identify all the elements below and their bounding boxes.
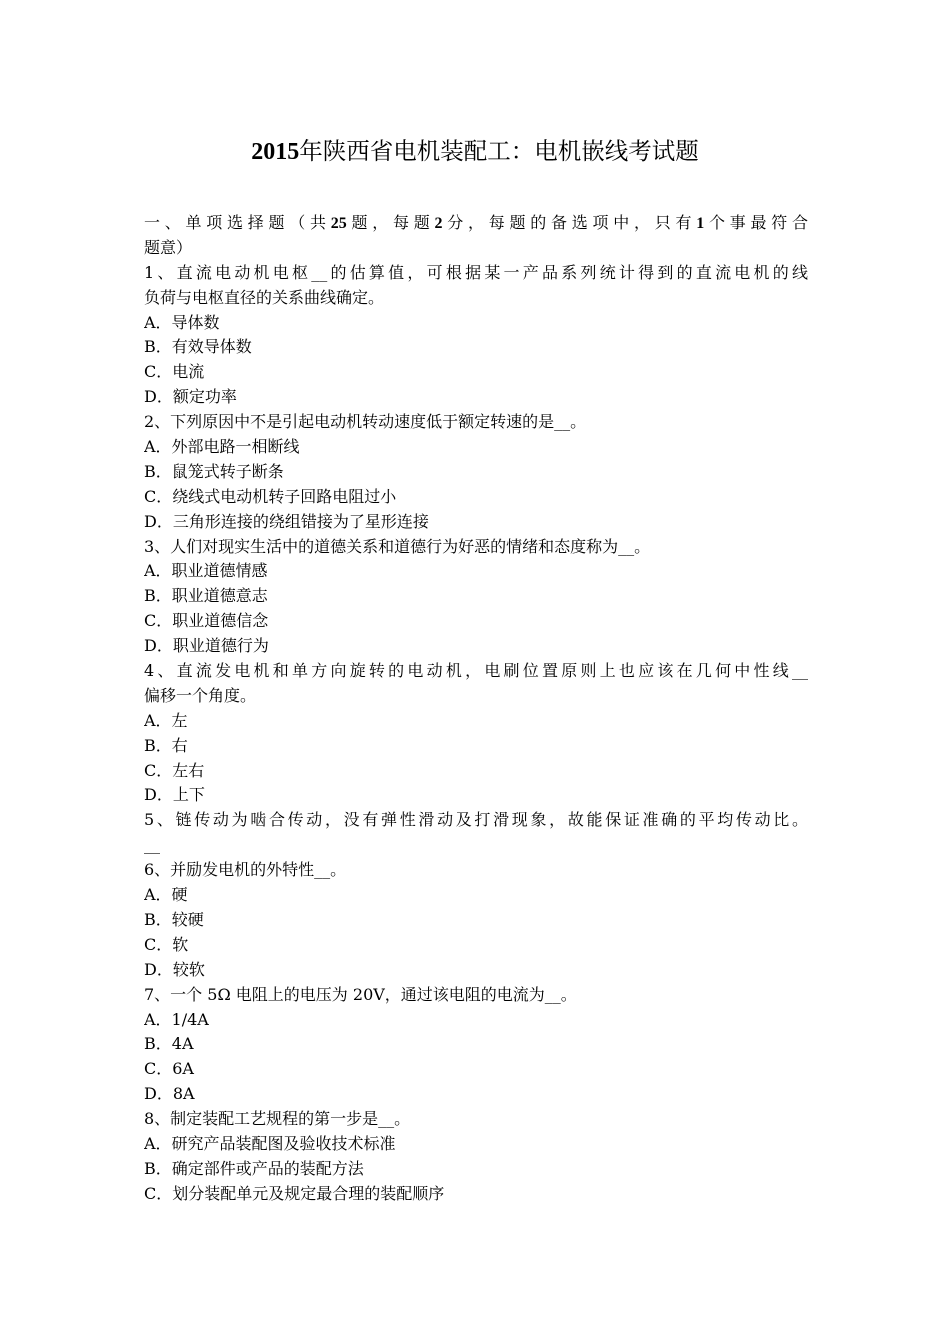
text-line: __ xyxy=(144,835,160,855)
answer-option: A．导体数 xyxy=(144,312,220,332)
answer-option: D．额定功率 xyxy=(144,387,237,407)
answer-option: B．职业道德意志 xyxy=(144,586,268,606)
answer-option: D．8A xyxy=(144,1084,195,1104)
answer-option: C．电流 xyxy=(144,362,205,382)
question-stem: 3、人们对现实生活中的道德关系和道德行为好恶的情绪和态度称为__。 xyxy=(144,536,651,556)
section-heading-text: 分，每题的备选项中，只有 xyxy=(442,213,697,232)
answer-option: D．三角形连接的绕组错接为了星形连接 xyxy=(144,511,429,531)
question-stem: 4、直流发电机和单方向旋转的电动机，电刷位置原则上也应该在几何中性线__ xyxy=(144,661,808,681)
answer-option: B．确定部件或产品的装配方法 xyxy=(144,1158,364,1178)
title-year: 2015 xyxy=(251,139,300,165)
question-stem: 6、并励发电机的外特性__。 xyxy=(144,860,347,880)
section-heading-continued: 题意） xyxy=(144,237,193,257)
question-stem: 2、下列原因中不是引起电动机转动速度低于额定转速的是__。 xyxy=(144,412,587,432)
answer-option: D．上下 xyxy=(144,785,205,805)
question-stem: 1、直流电动机电枢__的估算值，可根据某一产品系列统计得到的直流电机的线 xyxy=(144,262,808,282)
answer-option: B．右 xyxy=(144,735,188,755)
title-text: 年陕西省电机装配工：电机嵌线考试题 xyxy=(299,137,699,165)
answer-option: A．职业道德情感 xyxy=(144,561,268,581)
answer-option: D．职业道德行为 xyxy=(144,636,269,656)
question-count: 25 xyxy=(330,215,347,232)
text-line: 偏移一个角度。 xyxy=(144,685,257,705)
section-heading-text: 题，每题 xyxy=(346,213,435,232)
answer-option: A．研究产品装配图及验收技术标准 xyxy=(144,1133,396,1153)
answer-option: D．较软 xyxy=(144,959,205,979)
text-line: 负荷与电枢直径的关系曲线确定。 xyxy=(144,287,385,307)
question-stem: 5、链传动为啮合传动，没有弹性滑动及打滑现象，故能保证准确的平均传动比。 xyxy=(144,810,808,830)
answer-option: B．较硬 xyxy=(144,909,204,929)
question-stem: 7、一个 5Ω 电阻上的电压为 20V，通过该电阻的电流为__。 xyxy=(144,984,577,1004)
answer-option: C．绕线式电动机转子回路电阻过小 xyxy=(144,486,397,506)
answer-option: C．左右 xyxy=(144,760,205,780)
answer-option: C．划分装配单元及规定最合理的装配顺序 xyxy=(144,1183,445,1203)
question-stem: 8、制定装配工艺规程的第一步是__。 xyxy=(144,1109,411,1129)
section-heading xyxy=(144,211,808,236)
section-heading-text: 个事最符合 xyxy=(704,213,808,232)
answer-option: C．软 xyxy=(144,934,189,954)
page-title xyxy=(0,134,950,169)
answer-count: 1 xyxy=(696,215,705,232)
answer-option: A．左 xyxy=(144,710,188,730)
answer-option: C．职业道德信念 xyxy=(144,611,269,631)
answer-option: C．6A xyxy=(144,1059,194,1079)
answer-option: A．硬 xyxy=(144,885,188,905)
question-score: 2 xyxy=(434,215,443,232)
answer-option: A．外部电路一相断线 xyxy=(144,437,300,457)
answer-option: A．1/4A xyxy=(144,1009,209,1029)
answer-option: B．4A xyxy=(144,1034,194,1054)
answer-option: B．有效导体数 xyxy=(144,337,252,357)
document-body xyxy=(144,211,808,1207)
question-list xyxy=(144,261,808,1207)
answer-option: B．鼠笼式转子断条 xyxy=(144,461,284,481)
section-heading-text: 一、单项选择题（共 xyxy=(144,213,331,232)
